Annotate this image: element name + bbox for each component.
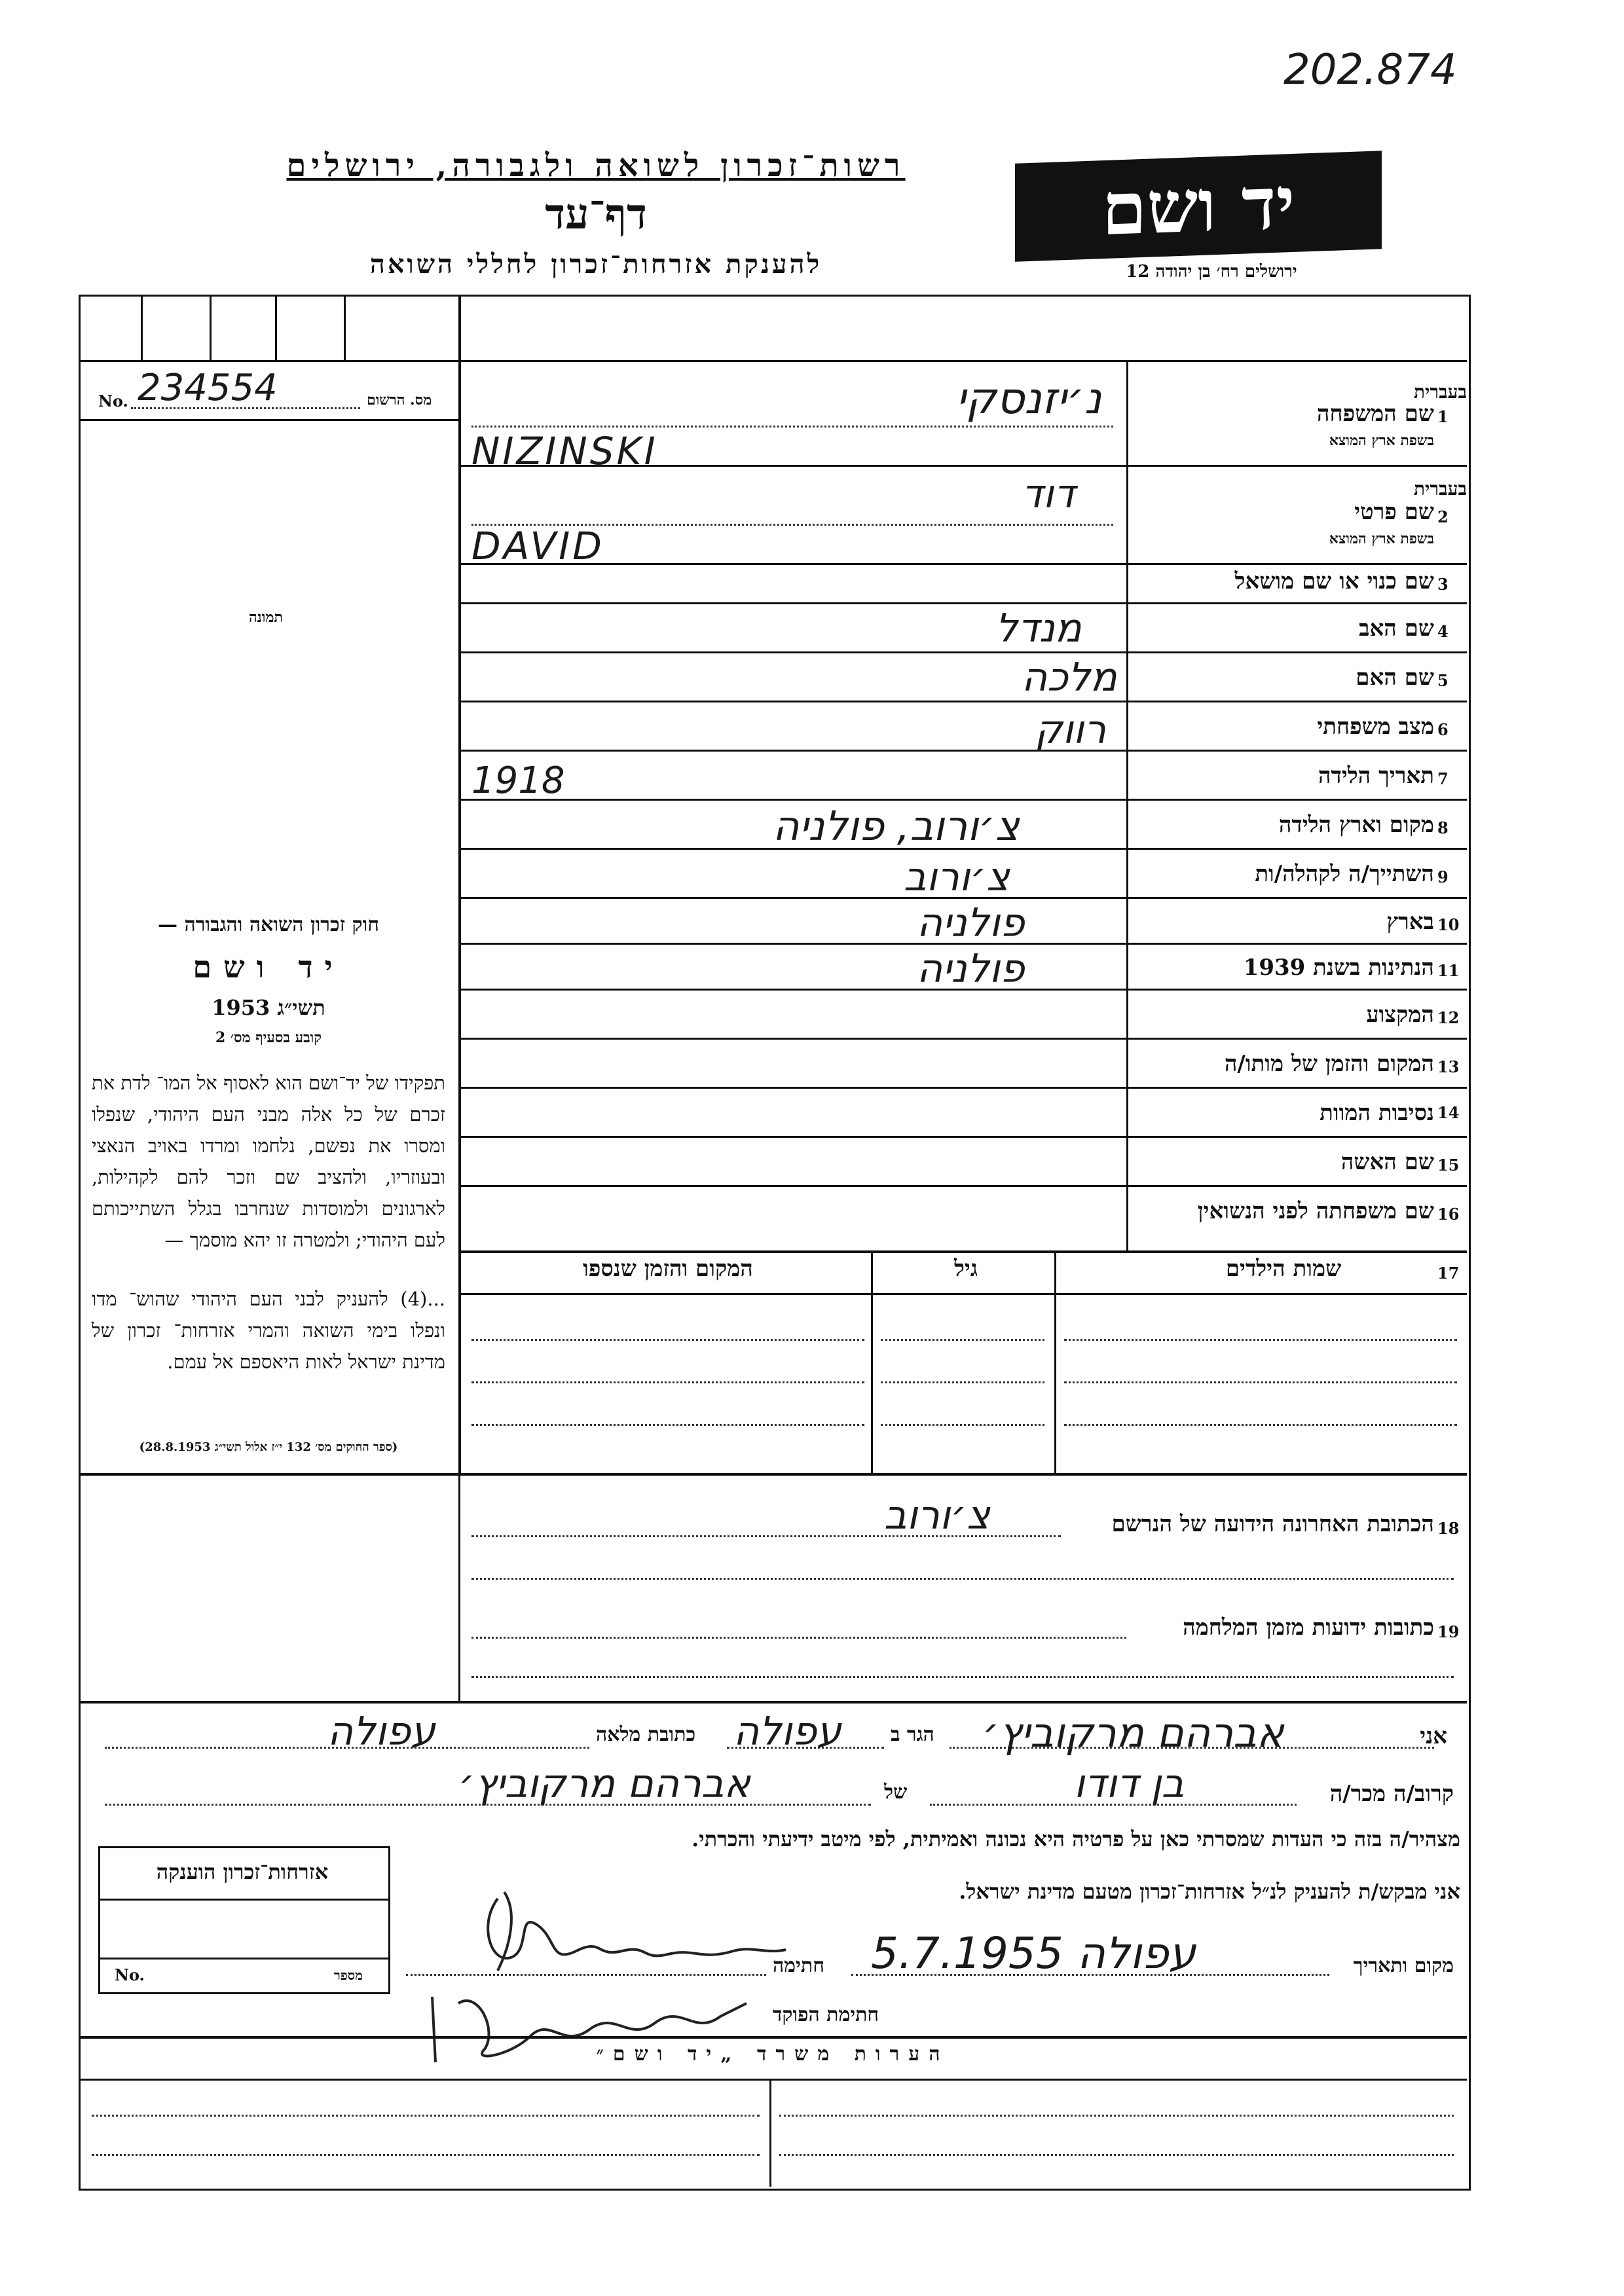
- decl-address-label: כתובת מלאה: [596, 1723, 696, 1746]
- field-12-label: המקצוע: [1366, 1002, 1434, 1028]
- field-11-label: הנתינות בשנת 1939: [1243, 955, 1434, 981]
- field-10-value: פולניה: [917, 900, 1025, 946]
- field-13-num: 13: [1437, 1057, 1460, 1076]
- logo-address: ירושלים רח׳ בן יהודה 12: [1126, 262, 1297, 282]
- field-14-num: 14: [1437, 1103, 1460, 1122]
- decl-name-value: אברהם מרקוביץ׳: [982, 1709, 1284, 1757]
- children-col-place: המקום והזמן שנספו: [583, 1256, 753, 1282]
- field-17-num: 17: [1437, 1264, 1460, 1283]
- field-3-num: 3: [1437, 575, 1449, 594]
- field-2-sub-origin: בשפת ארץ המוצא: [1329, 530, 1434, 547]
- field-10-num: 10: [1437, 915, 1460, 934]
- field-6-value: רווק: [1035, 707, 1107, 753]
- field-4-value: מנדל: [995, 606, 1082, 651]
- decl-of-value: אברהם מרקוביץ׳: [458, 1761, 750, 1807]
- field-9-value: צ׳ורוב: [904, 854, 1010, 900]
- field-7-num: 7: [1437, 769, 1449, 788]
- registry-label: מס. הרשום: [367, 392, 432, 409]
- law-name: יד ושם: [193, 949, 344, 985]
- field-11-value: פולניה: [917, 946, 1025, 992]
- yad-vashem-logo: יד ושם: [1015, 151, 1382, 262]
- law-text: תפקידו של יד־ושם הוא לאסוף אל המו־ לדת את זכרם של כל אלה מבני העם היהודי, שנפלו ומסרו את נפשם, נלחמו ומרדו באויב הנאצי ובעוזריו, ולהציב שם וזכר להם לקהילות, לארגונים ולמוסדות שנחרבו בגלל השתייכותם לעם היהודי; ולמטרה זו יהא מוסמך —: [92, 1072, 445, 1251]
- field-1-value-hebrew: נ׳יזנסקי: [956, 373, 1102, 424]
- photo-label: תמונה: [249, 609, 283, 626]
- field-2-label: שם פרטי: [1354, 499, 1434, 525]
- decl-relative-value: בן דודו: [1074, 1761, 1185, 1807]
- field-10-label: בארץ: [1386, 909, 1434, 935]
- field-8-value: צ׳ורוב, פולניה: [773, 802, 1020, 850]
- field-12-num: 12: [1437, 1008, 1460, 1027]
- law-clause: ...(4) להעניק לבני העם היהודי שהוש־ מדו ונפלו בימי השואה והמרי אזרחות־ זכרון של מדינת ישראל לאות היאספם אל עמם.: [92, 1288, 445, 1373]
- field-7-label: תאריך הלידה: [1318, 763, 1434, 789]
- form-subtitle: להענקת אזרחות־זכרון לחללי השואה: [369, 249, 822, 280]
- field-8-num: 8: [1437, 818, 1449, 837]
- field-9-num: 9: [1437, 867, 1449, 886]
- field-2-value-hebrew: דוד: [1022, 471, 1075, 517]
- citizenship-box-title: אזרחות־זכרון הוענקה: [156, 1859, 329, 1884]
- children-col-names: שמות הילדים: [1225, 1256, 1342, 1282]
- decl-address-value: עפולה: [327, 1709, 435, 1755]
- field-2-value-origin: DAVID: [471, 524, 604, 568]
- field-5-label: שם האם: [1356, 665, 1434, 691]
- decl-place-date-value: עפולה 5.7.1955: [871, 1928, 1196, 1978]
- field-3-label: שם כנוי או שם מושאל: [1234, 568, 1434, 594]
- field-18-value: צ׳ורוב: [884, 1493, 990, 1539]
- decl-ani-label: אני: [1420, 1723, 1447, 1749]
- form-title: דף־עד: [545, 190, 647, 239]
- decl-of-label: של: [884, 1781, 908, 1804]
- field-11-num: 11: [1437, 961, 1460, 980]
- field-16-label: שם משפחתה לפני הנשואין: [1197, 1198, 1434, 1224]
- field-6-num: 6: [1437, 720, 1449, 739]
- field-8-label: מקום וארץ הלידה: [1278, 812, 1434, 838]
- citizenship-box-no: No.: [115, 1965, 145, 1984]
- decl-statement-1: מצהיר/ה בזה כי העדות שמסרתי כאן על פרטיה היא נכונה ואמיתית, לפי מיטב ידיעתי והכרתי.: [692, 1827, 1460, 1851]
- field-15-num: 15: [1437, 1156, 1460, 1175]
- field-7-value: 1918: [471, 759, 565, 802]
- field-15-label: שם האשה: [1340, 1149, 1434, 1175]
- authority-title: רשות־זכרון לשואה ולגבורה, ירושלים: [286, 147, 906, 184]
- decl-relative-label: קרוב/ה מכר/ה: [1329, 1781, 1454, 1807]
- decl-resides-label: הגר ב: [891, 1723, 934, 1746]
- registry-no-label: No.: [98, 392, 128, 410]
- field-4-num: 4: [1437, 622, 1449, 641]
- witness-signature: [471, 1886, 799, 1984]
- field-2-sub-hebrew: בעברית: [1413, 478, 1467, 500]
- field-14-label: נסיבות המוות: [1320, 1100, 1434, 1126]
- field-19-num: 19: [1437, 1622, 1460, 1641]
- field-1-sub-origin: בשפת ארץ המוצא: [1329, 432, 1434, 449]
- document-number: 202.874: [1283, 46, 1457, 94]
- field-16-num: 16: [1437, 1205, 1460, 1224]
- field-18-num: 18: [1437, 1519, 1460, 1538]
- field-4-label: שם האב: [1359, 615, 1434, 642]
- law-year: תשי״ג 1953: [212, 995, 325, 1020]
- field-18-label: הכתובת האחרונה הידועה של הנרשם: [1111, 1511, 1434, 1537]
- registry-number: 234554: [138, 367, 278, 409]
- field-1-sub-hebrew: בעברית: [1413, 381, 1467, 403]
- field-5-value: מלכה: [1022, 655, 1117, 701]
- citizenship-box-mispar: מספר: [334, 1967, 363, 1983]
- decl-place-date-label: מקום ותאריך: [1353, 1954, 1454, 1977]
- decl-statement-2: אני מבקש/ת להעניק לנ״ל אזרחות־זכרון מטעם מדינת ישראל.: [959, 1879, 1460, 1904]
- law-title: חוק זכרון השואה והגבורה —: [158, 913, 379, 936]
- field-1-num: 1: [1437, 407, 1449, 426]
- field-19-label: כתובות ידועות מזמן המלחמה: [1183, 1614, 1434, 1641]
- field-1-value-origin: NIZINSKI: [471, 429, 658, 473]
- field-13-label: המקום והזמן של מותו/ה: [1224, 1051, 1434, 1077]
- office-notes-title: הערות משרד „יד ושם״: [596, 2043, 950, 2066]
- field-2-num: 2: [1437, 507, 1449, 526]
- law-section: קובע בסעיף מס׳ 2: [215, 1029, 322, 1046]
- field-9-label: השתייך/ה לקהלה/ות: [1255, 861, 1434, 887]
- field-6-label: מצב משפחתי: [1317, 714, 1434, 740]
- children-col-age: גיל: [953, 1256, 978, 1282]
- decl-city-value: עפולה: [733, 1709, 841, 1755]
- law-reference: (ספר החוקים מס׳ 132 י״ז אלול תשי״ג 28.8.1953): [139, 1440, 398, 1454]
- decl-official-label: חתימת הפוקד: [773, 2003, 879, 2026]
- decl-signature-label: חתימה: [773, 1954, 824, 1977]
- field-5-num: 5: [1437, 671, 1449, 690]
- field-1-label: שם המשפחה: [1316, 401, 1434, 427]
